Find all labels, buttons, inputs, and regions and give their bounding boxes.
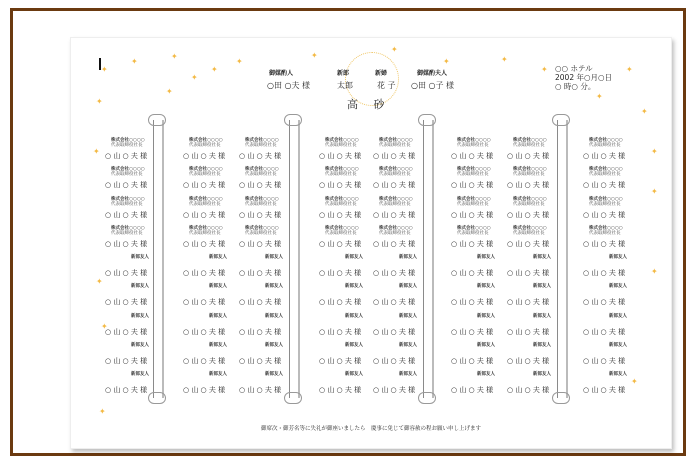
guest-name: ○ 山 ○ 夫 様 [105,181,148,190]
seat-affiliation: 新郎友人 [265,313,283,319]
guest-name: ○ 山 ○ 夫 様 [451,357,494,366]
guest-seat [583,284,649,313]
star-icon: ✦ [311,51,318,60]
guest-seat [239,372,305,401]
guest-name: ○ 山 ○ 夫 様 [183,210,226,219]
guest-seat [373,255,439,284]
guest-name: ○ 山 ○ 夫 様 [451,386,494,395]
star-icon: ✦ [626,65,633,74]
guest-name: ○ 山 ○ 夫 様 [105,327,148,336]
guest-seat [583,197,649,226]
guest-seat [239,343,305,372]
guest-seat [373,197,439,226]
event-time: ○ 時○ 分。 [555,82,596,91]
guest-seat [583,372,649,401]
seat-affiliation: 株式会社○○○○ [189,196,223,202]
guest-name: ○ 山 ○ 夫 様 [183,152,226,160]
seat-affiliation: 株式会社○○○○ [589,167,623,173]
head-table-title: 高 砂 [347,98,391,111]
guest-name: ○ 山 ○ 夫 様 [183,357,226,366]
seat-affiliation: 新郎友人 [399,284,417,290]
seating-chart-page [70,37,672,449]
seat-affiliation: 株式会社○○○○ [111,225,145,231]
guest-name: ○ 山 ○ 夫 様 [451,298,494,307]
star-icon: ✦ [501,55,508,64]
star-icon: ✦ [96,97,103,106]
guest-seat [373,167,439,196]
guest-name: ○ 山 ○ 夫 様 [183,386,226,395]
guest-name: ○ 山 ○ 夫 様 [507,210,550,219]
star-icon: ✦ [631,377,638,386]
star-icon: ✦ [641,107,648,116]
guest-seat [373,343,439,372]
seat-affiliation: 株式会社○○○○ [189,167,223,173]
guest-name: ○ 山 ○ 夫 様 [373,210,416,219]
divider-scroll-ornament [418,114,436,126]
seat-affiliation: 株式会社○○○○ [379,225,413,231]
seat-affiliation: 株式会社○○○○ [379,167,413,173]
seat-position: 代表取締役社長 [379,143,411,148]
guest-name: ○ 山 ○ 夫 様 [583,269,626,278]
guest-name: ○ 山 ○ 夫 様 [105,357,148,366]
guest-name: ○ 山 ○ 夫 様 [583,298,626,307]
seat-position: 代表取締役社長 [457,143,489,148]
guest-seat [507,197,573,226]
guest-name: ○ 山 ○ 夫 様 [319,269,362,278]
seat-position: 代表取締役社長 [189,143,221,148]
guest-name: ○ 山 ○ 夫 様 [319,357,362,366]
seat-affiliation: 株式会社○○○○ [457,225,491,231]
star-icon: ✦ [93,147,100,156]
seat-affiliation: 株式会社○○○○ [513,167,547,173]
seat-affiliation: 新郎友人 [399,313,417,319]
guest-seat [507,314,573,343]
seat-affiliation: 新郎友人 [345,255,363,261]
guest-name: ○ 山 ○ 夫 様 [373,152,416,160]
guest-name: ○ 山 ○ 夫 様 [239,357,282,366]
seat-position: 代表取締役社長 [513,230,545,236]
seat-affiliation: 新郎友人 [209,372,227,378]
seat-column [105,138,171,402]
guest-seat [373,138,439,167]
guest-seat [583,314,649,343]
seat-column [239,138,305,402]
seat-affiliation: 株式会社○○○○ [589,196,623,202]
guest-name: ○ 山 ○ 夫 様 [183,181,226,190]
seat-affiliation: 株式会社○○○○ [513,138,547,143]
document-frame [10,8,686,456]
seat-affiliation: 新郎友人 [533,255,551,261]
footer-note: 御席次・御芳名等に失礼が御座いましたら 慶事に免じて御容赦の程お願い申し上げます [261,426,482,432]
guest-seat [583,167,649,196]
star-icon: ✦ [236,57,243,66]
guest-seat [373,226,439,255]
guest-name: ○ 山 ○ 夫 様 [183,298,226,307]
guest-name: ○ 山 ○ 夫 様 [373,181,416,190]
seat-affiliation: 新郎友人 [477,372,495,378]
guest-name: ○ 山 ○ 夫 様 [239,327,282,336]
star-icon: ✦ [101,322,108,331]
guest-name: ○ 山 ○ 夫 様 [239,269,282,278]
groom-label: 新郎 [337,70,350,77]
seat-position: 代表取締役社長 [589,201,621,207]
guest-name: ○ 山 ○ 夫 様 [451,181,494,190]
seat-affiliation: 新郎友人 [345,313,363,319]
guest-name: ○ 山 ○ 夫 様 [507,327,550,336]
star-icon: ✦ [99,407,106,416]
guest-name: ○ 山 ○ 夫 様 [319,298,362,307]
star-icon: ✦ [443,57,450,66]
guest-seat [239,138,305,167]
seat-affiliation: 新郎友人 [131,284,149,290]
bride-name: 花 子 [377,81,396,90]
guest-seat [507,343,573,372]
seat-position: 代表取締役社長 [325,230,357,236]
star-icon: ✦ [391,45,398,54]
seat-position: 代表取締役社長 [189,201,221,207]
guest-name: ○ 山 ○ 夫 様 [583,181,626,190]
star-icon: ✦ [171,52,178,61]
guest-seat [583,138,649,167]
seat-position: 代表取締役社長 [457,230,489,236]
guest-seat [239,255,305,284]
seat-affiliation: 株式会社○○○○ [513,196,547,202]
guest-name: ○ 山 ○ 夫 様 [451,327,494,336]
guest-name: ○ 山 ○ 夫 様 [507,298,550,307]
seat-position: 代表取締役社長 [513,143,545,148]
guest-name: ○ 山 ○ 夫 様 [105,210,148,219]
seat-affiliation: 株式会社○○○○ [379,196,413,202]
guest-name: ○ 山 ○ 夫 様 [239,386,282,395]
star-icon: ✦ [596,92,603,101]
guest-name: ○ 山 ○ 夫 様 [583,152,626,160]
seat-affiliation: 株式会社○○○○ [245,196,279,202]
guest-name: ○ 山 ○ 夫 様 [583,386,626,395]
seat-column [507,138,573,402]
guest-name: ○ 山 ○ 夫 様 [319,386,362,395]
guest-name: ○ 山 ○ 夫 様 [239,181,282,190]
groom-go-between-label: 御媒酌人 [269,70,294,77]
guest-seat [105,372,171,401]
seat-affiliation: 新郎友人 [265,372,283,378]
seat-affiliation: 新郎友人 [477,313,495,319]
seat-affiliation: 株式会社○○○○ [111,138,145,143]
star-icon: ✦ [211,65,218,74]
seat-affiliation: 新郎友人 [345,372,363,378]
guest-name: ○ 山 ○ 夫 様 [583,239,626,248]
guest-seat [105,255,171,284]
seat-position: 代表取締役社長 [379,201,411,207]
guest-seat [507,226,573,255]
guest-name: ○ 山 ○ 夫 様 [319,239,362,248]
guest-name: ○ 山 ○ 夫 様 [373,357,416,366]
seat-column [583,138,649,402]
guest-seat [507,255,573,284]
seat-position: 代表取締役社長 [111,172,143,178]
seat-affiliation: 新郎友人 [209,313,227,319]
guest-name: ○ 山 ○ 夫 様 [373,327,416,336]
guest-name: ○ 山 ○ 夫 様 [105,269,148,278]
seat-affiliation: 株式会社○○○○ [457,196,491,202]
guest-name: ○ 山 ○ 夫 様 [183,239,226,248]
seat-affiliation: 新郎友人 [209,284,227,290]
hotel-info [555,64,612,91]
guest-name: ○ 山 ○ 夫 様 [319,210,362,219]
seat-position: 代表取締役社長 [513,201,545,207]
star-icon: ✦ [651,147,658,156]
seat-position: 代表取締役社長 [379,172,411,178]
groom-name: 太郎 [337,81,353,90]
seat-affiliation: 新郎友人 [533,343,551,349]
guest-seat [105,314,171,343]
guest-name: ○ 山 ○ 夫 様 [239,298,282,307]
star-icon: ✦ [541,65,548,74]
seat-position: 代表取締役社長 [513,172,545,178]
seat-position: 代表取締役社長 [589,230,621,236]
guest-seat [239,197,305,226]
bride-label: 新婦 [375,70,388,77]
seat-position: 代表取締役社長 [589,143,621,148]
seat-affiliation: 株式会社○○○○ [325,138,359,143]
seat-position: 代表取締役社長 [245,172,277,178]
guest-name: ○ 山 ○ 夫 様 [105,386,148,395]
guest-name: ○ 山 ○ 夫 様 [507,152,550,160]
guest-name: ○ 山 ○ 夫 様 [451,152,494,160]
seat-position: 代表取締役社長 [325,201,357,207]
bride-go-between-label: 御媒酌夫人 [417,70,448,77]
guest-name: ○ 山 ○ 夫 様 [507,239,550,248]
divider-scroll-ornament [552,114,570,126]
guest-name: ○ 山 ○ 夫 様 [583,327,626,336]
guest-name: ○ 山 ○ 夫 様 [239,210,282,219]
seat-affiliation: 株式会社○○○○ [111,167,145,173]
guest-name: ○ 山 ○ 夫 様 [319,181,362,190]
guest-name: ○ 山 ○ 夫 様 [239,239,282,248]
seat-position: 代表取締役社長 [379,230,411,236]
star-icon: ✦ [651,187,658,196]
guest-seat [373,284,439,313]
seat-affiliation: 新郎友人 [533,313,551,319]
guest-seat [373,372,439,401]
seat-affiliation: 新郎友人 [209,343,227,349]
seat-position: 代表取締役社長 [189,230,221,236]
guest-seat [507,167,573,196]
seat-affiliation: 新郎友人 [399,343,417,349]
seat-affiliation: 新郎友人 [399,372,417,378]
seat-affiliation: 新郎友人 [345,284,363,290]
groom-go-between-name: ○田 ○夫 様 [267,81,311,90]
seat-position: 代表取締役社長 [457,172,489,178]
seat-affiliation: 新郎友人 [209,255,227,261]
seat-position: 代表取締役社長 [245,143,277,148]
seat-affiliation: 新郎友人 [609,372,627,378]
guest-seat [105,284,171,313]
guest-name: ○ 山 ○ 夫 様 [105,239,148,248]
seat-affiliation: 株式会社○○○○ [379,138,413,143]
seat-affiliation: 新郎友人 [265,255,283,261]
guest-name: ○ 山 ○ 夫 様 [373,269,416,278]
seat-affiliation: 新郎友人 [345,343,363,349]
guest-name: ○ 山 ○ 夫 様 [183,269,226,278]
guest-name: ○ 山 ○ 夫 様 [583,357,626,366]
guest-seat [105,197,171,226]
seat-position: 代表取締役社長 [111,143,143,148]
guest-seat [583,255,649,284]
seat-affiliation: 株式会社○○○○ [325,196,359,202]
star-icon: ✦ [651,267,658,276]
seat-position: 代表取締役社長 [245,230,277,236]
guest-name: ○ 山 ○ 夫 様 [373,386,416,395]
divider-scroll-ornament [148,114,166,126]
guest-name: ○ 山 ○ 夫 様 [451,269,494,278]
guest-name: ○ 山 ○ 夫 様 [105,152,148,160]
guest-seat [583,226,649,255]
seat-affiliation: 新郎友人 [609,313,627,319]
seat-affiliation: 新郎友人 [477,284,495,290]
seat-affiliation: 新郎友人 [477,255,495,261]
guest-name: ○ 山 ○ 夫 様 [319,327,362,336]
seat-affiliation: 株式会社○○○○ [325,225,359,231]
guest-seat [507,138,573,167]
divider-scroll-ornament [284,114,302,126]
hotel-name: ○○ ホテル [555,64,593,73]
seat-affiliation: 株式会社○○○○ [245,225,279,231]
seat-affiliation: 新郎友人 [399,255,417,261]
seat-affiliation: 新郎友人 [609,343,627,349]
guest-seat [105,138,171,167]
seat-position: 代表取締役社長 [325,172,357,178]
guest-seat [239,226,305,255]
seat-affiliation: 株式会社○○○○ [325,167,359,173]
seat-affiliation: 株式会社○○○○ [189,138,223,143]
seat-affiliation: 株式会社○○○○ [245,138,279,143]
guest-name: ○ 山 ○ 夫 様 [105,298,148,307]
seat-affiliation: 株式会社○○○○ [189,225,223,231]
seat-affiliation: 新郎友人 [265,343,283,349]
seat-affiliation: 株式会社○○○○ [589,138,623,143]
seat-affiliation: 株式会社○○○○ [111,196,145,202]
seat-affiliation: 新郎友人 [477,343,495,349]
star-icon: ✦ [166,87,173,96]
guest-seat [583,343,649,372]
guest-seat [239,284,305,313]
seat-affiliation: 株式会社○○○○ [513,225,547,231]
guest-name: ○ 山 ○ 夫 様 [239,152,282,160]
seat-affiliation: 新郎友人 [533,284,551,290]
star-icon: ✦ [191,73,198,82]
seat-affiliation: 新郎友人 [609,284,627,290]
guest-name: ○ 山 ○ 夫 様 [183,327,226,336]
seat-affiliation: 新郎友人 [131,343,149,349]
star-icon: ✦ [101,65,108,74]
star-icon: ✦ [131,57,138,66]
guest-name: ○ 山 ○ 夫 様 [507,386,550,395]
guest-name: ○ 山 ○ 夫 様 [583,210,626,219]
guest-name: ○ 山 ○ 夫 様 [507,181,550,190]
seat-affiliation: 新郎友人 [609,255,627,261]
seat-position: 代表取締役社長 [245,201,277,207]
seat-position: 代表取締役社長 [457,201,489,207]
seat-position: 代表取締役社長 [189,172,221,178]
guest-name: ○ 山 ○ 夫 様 [451,210,494,219]
guest-name: ○ 山 ○ 夫 様 [373,239,416,248]
star-icon: ✦ [96,277,103,286]
guest-name: ○ 山 ○ 夫 様 [451,239,494,248]
seat-affiliation: 新郎友人 [265,284,283,290]
bride-go-between-name: ○田 ○子 様 [411,81,455,90]
seat-column [373,138,439,402]
guest-name: ○ 山 ○ 夫 様 [373,298,416,307]
guest-seat [507,372,573,401]
seat-affiliation: 株式会社○○○○ [589,225,623,231]
guest-name: ○ 山 ○ 夫 様 [507,357,550,366]
guest-seat [105,343,171,372]
seat-affiliation: 新郎友人 [533,372,551,378]
guest-seat [373,314,439,343]
seat-affiliation: 株式会社○○○○ [245,167,279,173]
event-date: 2002 年○月○日 [555,73,613,82]
seat-position: 代表取締役社長 [111,201,143,207]
guest-seat [105,226,171,255]
guest-seat [507,284,573,313]
seat-affiliation: 新郎友人 [131,255,149,261]
seat-affiliation: 新郎友人 [131,313,149,319]
guest-seat [105,167,171,196]
guest-seat [239,314,305,343]
seat-affiliation: 新郎友人 [131,372,149,378]
seat-position: 代表取締役社長 [325,143,357,148]
seat-position: 代表取締役社長 [589,172,621,178]
guest-seat [239,167,305,196]
guest-name: ○ 山 ○ 夫 様 [507,269,550,278]
seat-affiliation: 株式会社○○○○ [457,167,491,173]
seat-affiliation: 株式会社○○○○ [457,138,491,143]
seat-position: 代表取締役社長 [111,230,143,236]
guest-name: ○ 山 ○ 夫 様 [319,152,362,160]
